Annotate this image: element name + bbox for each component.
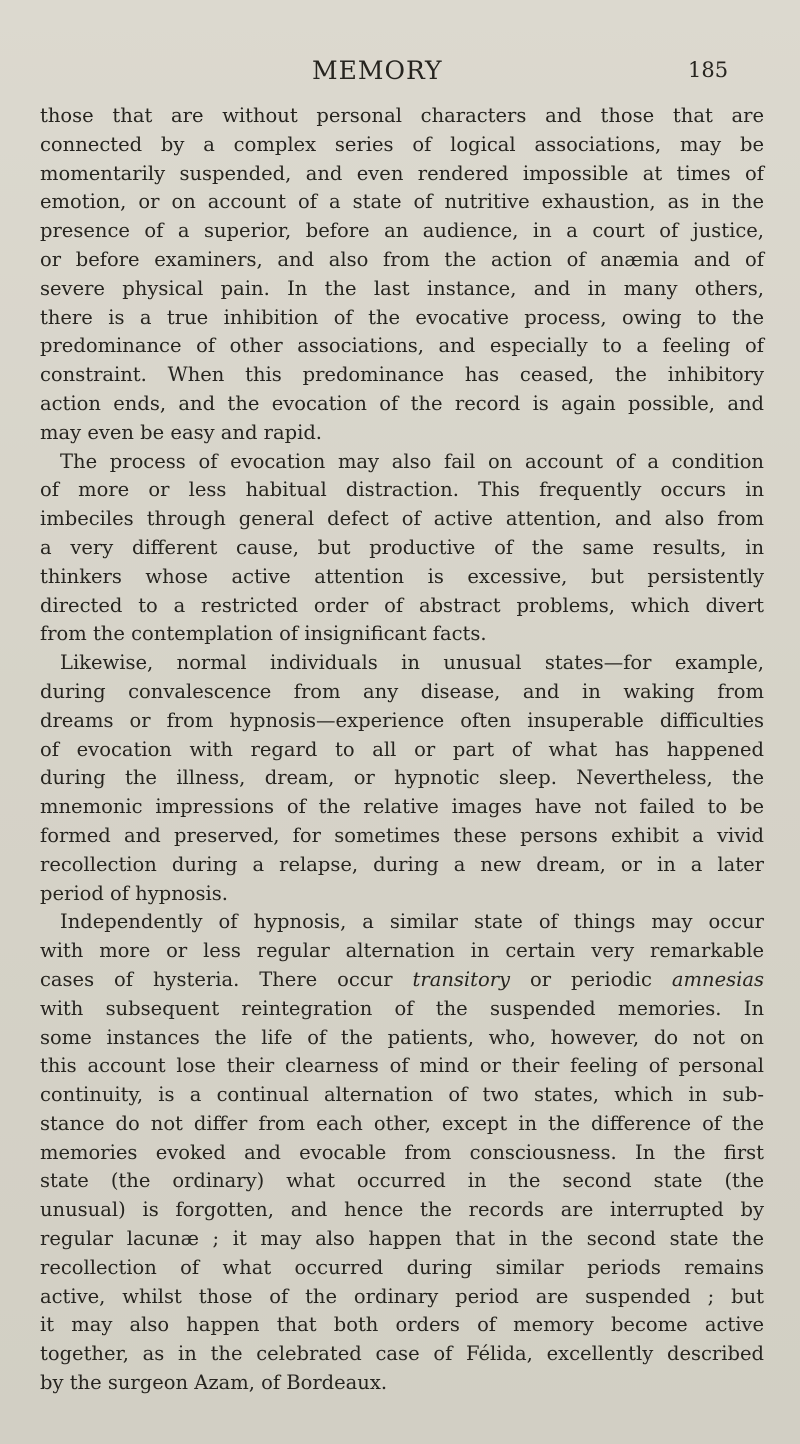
text-line: emotion, or on account of a state of nutritive exhaustion, as in the bbox=[40, 190, 764, 214]
running-title: MEMORY bbox=[312, 56, 443, 85]
text-line: active, whilst those of the ordinary period are suspended ; but bbox=[40, 1284, 764, 1308]
text-line: or before examiners, and also from the action of anæmia and of bbox=[40, 247, 764, 271]
text-line: together, as in the celebrated case of Félida, excellently described bbox=[40, 1342, 764, 1366]
text-line: formed and preserved, for sometimes these persons exhibit a vivid bbox=[40, 823, 764, 847]
italic-term-amnesias: amnesias bbox=[671, 967, 765, 991]
text-line: during the illness, dream, or hypnotic sleep. Nevertheless, the bbox=[40, 766, 764, 790]
paragraph-start-line: The process of evocation may also fail on account of a condition bbox=[60, 449, 764, 473]
text-line: action ends, and the evocation of the record is again possible, and bbox=[40, 391, 764, 415]
text-line: with more or less regular alternation in certain very remarkable bbox=[40, 939, 764, 963]
text-line: constraint. When this predominance has ceased, the inhibitory bbox=[40, 363, 764, 387]
text-line: some instances the life of the patients, who, however, do not on bbox=[40, 1025, 764, 1049]
text-line: mnemonic impressions of the relative images have not failed to be bbox=[40, 795, 764, 819]
text-line: a very different cause, but productive of the same results, in bbox=[40, 535, 764, 559]
text-line: stance do not differ from each other, except in the difference of the bbox=[40, 1111, 764, 1135]
page-number: 185 bbox=[688, 58, 729, 82]
text-line: by the surgeon Azam, of Bordeaux. bbox=[40, 1371, 388, 1395]
text-line: of more or less habitual distraction. This frequently occurs in bbox=[40, 478, 764, 502]
text-line: dreams or from hypnosis—experience often insuperable difficulties bbox=[40, 708, 764, 732]
text-line: unusual) is forgotten, and hence the records are interrupted by bbox=[40, 1198, 764, 1222]
text-line: predominance of other associations, and especially to a feeling of bbox=[40, 334, 764, 358]
text-line: from the contemplation of insignificant facts. bbox=[40, 622, 487, 646]
text-line: period of hypnosis. bbox=[40, 881, 228, 905]
text-segment: cases of hysteria. There occur bbox=[40, 967, 393, 991]
text-line: regular lacunæ ; it may also happen that in the second state the bbox=[40, 1227, 764, 1251]
text-line: with subsequent reintegration of the suspended memories. In bbox=[40, 996, 764, 1020]
text-line: severe physical pain. In the last instance, and in many others, bbox=[40, 276, 764, 300]
running-head bbox=[0, 56, 800, 96]
text-line-with-italics bbox=[40, 966, 764, 995]
text-line: connected by a complex series of logical associations, may be bbox=[40, 132, 764, 156]
text-line: this account lose their clearness of mind or their feeling of personal bbox=[40, 1054, 764, 1078]
text-line: recollection of what occurred during similar periods remains bbox=[40, 1255, 764, 1279]
paragraph-start-line: Independently of hypnosis, a similar state of things may occur bbox=[60, 910, 764, 934]
text-line: presence of a superior, before an audience, in a court of justice, bbox=[40, 219, 764, 243]
text-line: imbeciles through general defect of active attention, and also from bbox=[40, 507, 764, 531]
text-line: thinkers whose active attention is excessive, but persistently bbox=[40, 564, 764, 588]
body-text bbox=[40, 102, 764, 1398]
text-line: momentarily suspended, and even rendered impossible at times of bbox=[40, 161, 764, 185]
text-line: memories evoked and evocable from consciousness. In the first bbox=[40, 1140, 764, 1164]
text-line: may even be easy and rapid. bbox=[40, 420, 323, 444]
text-line: continuity, is a continual alternation of two states, which in sub- bbox=[40, 1083, 764, 1107]
text-line: it may also happen that both orders of memory become active bbox=[40, 1313, 764, 1337]
text-line: of evocation with regard to all or part of what has happened bbox=[40, 737, 764, 761]
text-segment: or periodic bbox=[530, 967, 652, 991]
text-line: those that are without personal characters and those that are bbox=[40, 104, 764, 127]
paragraph-start-line: Likewise, normal individuals in unusual states—for example, bbox=[60, 651, 764, 675]
text-line: state (the ordinary) what occurred in the second state (the bbox=[40, 1169, 764, 1193]
text-line: directed to a restricted order of abstract problems, which divert bbox=[40, 593, 764, 617]
italic-term-transitory: transitory bbox=[412, 967, 511, 991]
text-line: during convalescence from any disease, and in waking from bbox=[40, 679, 764, 703]
text-line: there is a true inhibition of the evocative process, owing to the bbox=[40, 305, 764, 329]
text-line: recollection during a relapse, during a new dream, or in a later bbox=[40, 852, 764, 876]
